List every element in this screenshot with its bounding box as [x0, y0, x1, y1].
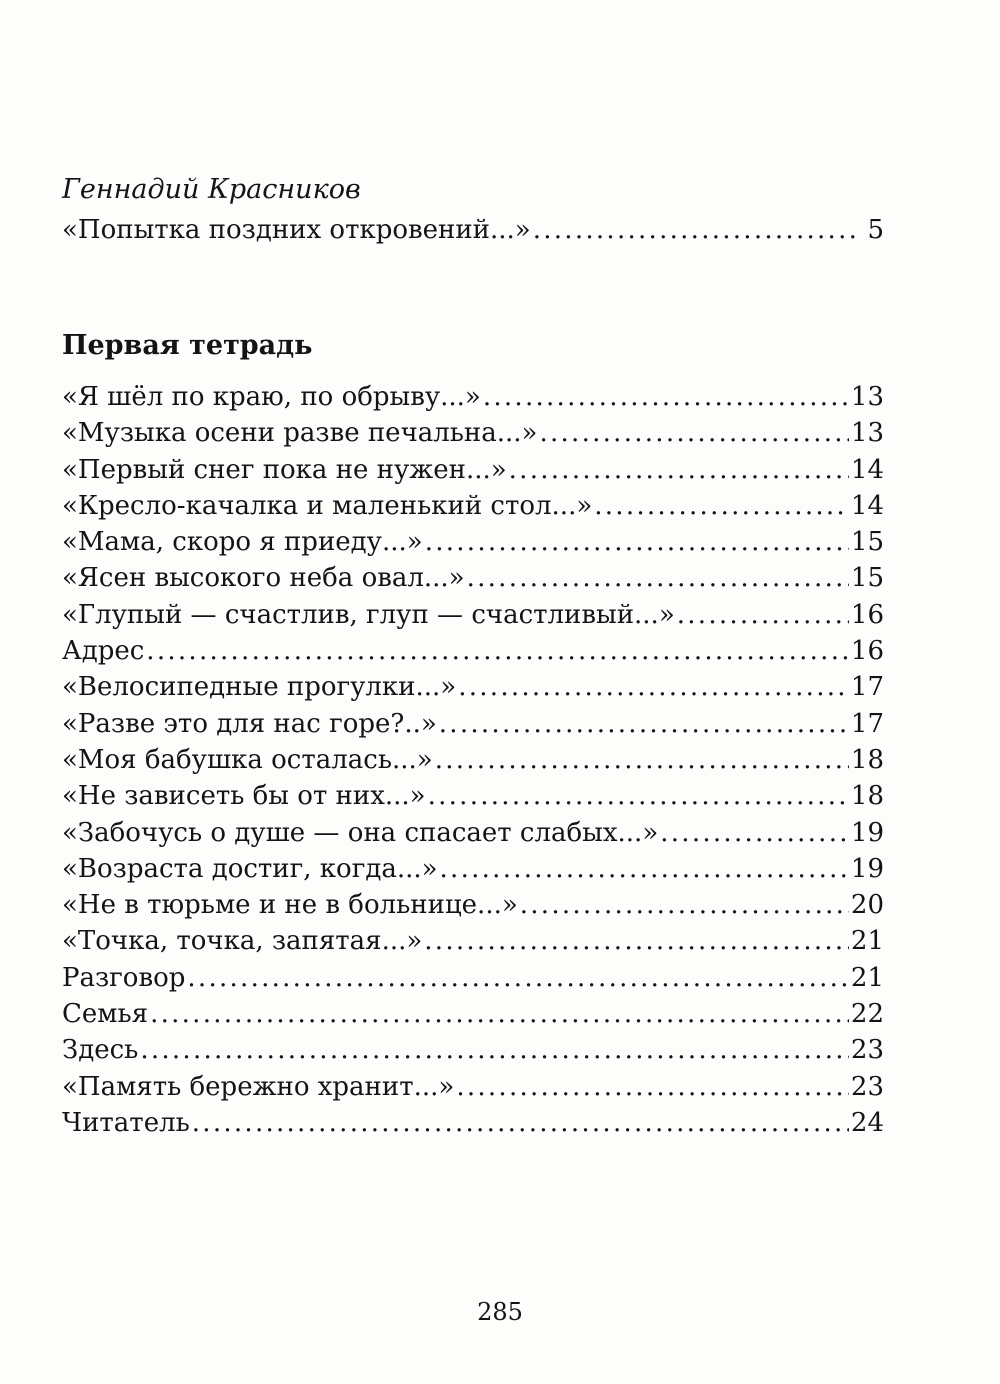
dot-leader: [140, 1032, 849, 1068]
dot-leader: [150, 996, 849, 1032]
dot-leader: [467, 560, 849, 596]
toc-entry: [62, 851, 884, 887]
toc-entry-page: 24: [850, 1107, 884, 1138]
toc-entry: [62, 669, 884, 705]
toc-entry: [62, 379, 884, 415]
dot-leader: [660, 815, 849, 851]
toc-entry: [62, 960, 884, 996]
toc-entry-page: 22: [850, 999, 884, 1030]
toc-entry: [62, 815, 884, 851]
dot-leader: [509, 452, 849, 488]
toc-entry-title: «Первый снег пока не нужен...»: [62, 454, 507, 485]
section-title: Первая тетрадь: [62, 330, 313, 361]
toc-entry-page: 17: [850, 672, 884, 703]
dot-leader: [439, 706, 849, 742]
toc-entry-title: «Не зависеть бы от них...»: [62, 781, 426, 812]
toc-entry-title: «Попытка поздних откровений...»: [62, 215, 531, 245]
dot-leader: [520, 887, 849, 923]
toc-entry-intro: [62, 210, 884, 250]
toc-entry-title: «Моя бабушка осталась...»: [62, 744, 433, 775]
dot-leader: [483, 379, 849, 415]
author-name: Геннадий Красников: [62, 174, 361, 205]
toc-entry-title: Разговор: [62, 962, 186, 993]
toc-entry-page: 21: [850, 926, 884, 957]
toc-entry: [62, 597, 884, 633]
toc-entry-title: «Разве это для нас горе?..»: [62, 708, 437, 739]
dot-leader: [425, 524, 849, 560]
toc-entry: [62, 706, 884, 742]
toc-entry-page: 19: [850, 853, 884, 884]
dot-leader: [458, 669, 849, 705]
toc-entry-page: 15: [850, 527, 884, 558]
toc-entry-title: «Возраста достиг, когда...»: [62, 853, 438, 884]
dot-leader: [192, 1105, 849, 1141]
toc-entry-title: «Глупый — счастлив, глуп — счастливый...»: [62, 599, 675, 630]
toc-entry-page: 13: [850, 418, 884, 449]
toc-entry: [62, 488, 884, 524]
toc-entry: [62, 923, 884, 959]
toc-entry-page: 17: [850, 708, 884, 739]
toc-entry-title: Читатель: [62, 1107, 190, 1138]
toc-entry: [62, 415, 884, 451]
dot-leader: [533, 210, 856, 250]
toc-entry-title: «Я шёл по краю, по обрыву...»: [62, 382, 481, 412]
toc-entry-page: 13: [850, 382, 884, 412]
toc-entry-title: «Не в тюрьме и не в больнице...»: [62, 890, 518, 921]
toc-entry-page: 18: [850, 744, 884, 775]
toc-entry: [62, 778, 884, 814]
toc-entry: [62, 633, 884, 669]
toc-entry-title: «Забочусь о душе — она спасает слабых...»: [62, 817, 659, 848]
dot-leader: [539, 415, 848, 451]
toc-entry-title: Здесь: [62, 1035, 139, 1066]
toc-entry-title: «Музыка осени разве печальна...»: [62, 418, 538, 449]
toc-entry: [62, 1105, 884, 1141]
toc-entry-title: Адрес: [62, 636, 145, 667]
dot-leader: [594, 488, 849, 524]
toc-entry-page: 18: [850, 781, 884, 812]
dot-leader: [146, 633, 849, 669]
toc-entry-title: «Кресло-качалка и маленький стол...»: [62, 490, 593, 521]
toc-entry-page: 20: [850, 890, 884, 921]
dot-leader: [187, 960, 849, 996]
toc-entry: [62, 1032, 884, 1068]
toc-entry: [62, 524, 884, 560]
toc-entry: [62, 1069, 884, 1105]
toc-entry-title: «Ясен высокого неба овал...»: [62, 563, 465, 594]
page-number: 285: [477, 1298, 523, 1326]
toc-entry-page: 14: [850, 454, 884, 485]
dot-leader: [677, 597, 849, 633]
toc-entry: [62, 996, 884, 1032]
dot-leader: [440, 851, 849, 887]
toc-entry: [62, 887, 884, 923]
toc-entry-page: 16: [850, 636, 884, 667]
toc-entry-page: 14: [850, 490, 884, 521]
toc-entry-title: «Точка, точка, запятая...»: [62, 926, 423, 957]
dot-leader: [456, 1069, 849, 1105]
toc-entry-title: «Велосипедные прогулки...»: [62, 672, 457, 703]
toc-entry-page: 16: [850, 599, 884, 630]
toc-entry-page: 5: [867, 215, 884, 245]
toc-entry-page: 21: [850, 962, 884, 993]
table-of-contents: [62, 170, 884, 1141]
toc-entry-title: Семья: [62, 999, 149, 1030]
toc-entry-page: 15: [850, 563, 884, 594]
toc-entry-page: 23: [850, 1035, 884, 1066]
toc-entry: [62, 560, 884, 596]
dot-leader: [435, 742, 849, 778]
toc-entry-title: «Память бережно хранит...»: [62, 1071, 455, 1102]
toc-entry: [62, 452, 884, 488]
toc-entry-page: 23: [850, 1071, 884, 1102]
dot-leader: [424, 923, 849, 959]
toc-entries-list: [62, 379, 884, 1141]
toc-entry: [62, 742, 884, 778]
toc-entry-page: 19: [850, 817, 884, 848]
dot-leader: [428, 778, 849, 814]
toc-entry-title: «Мама, скоро я приеду...»: [62, 527, 423, 558]
